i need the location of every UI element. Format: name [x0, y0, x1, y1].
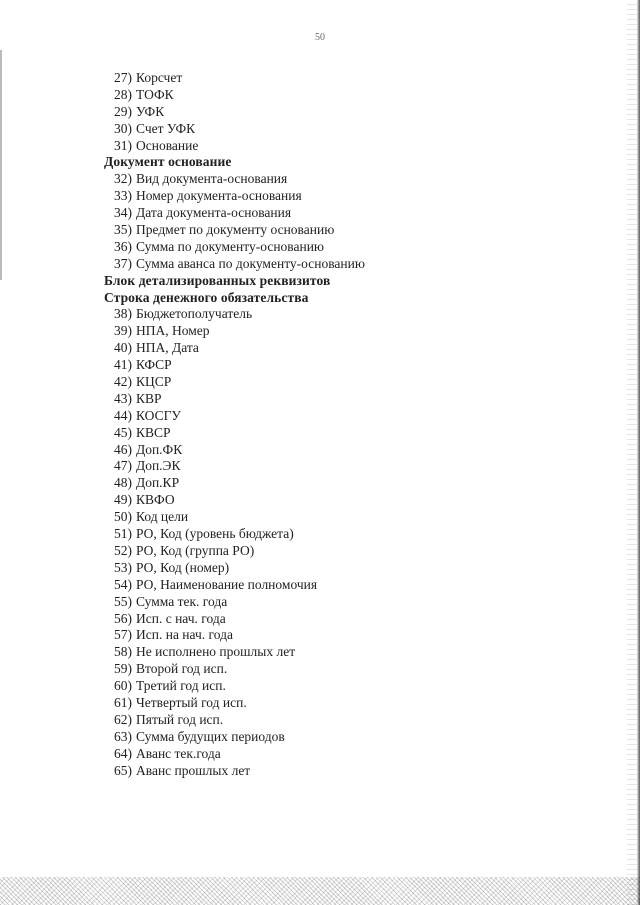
list-item-label: Код цели	[136, 509, 189, 525]
list-item	[104, 171, 604, 188]
list-item-label: КВСР	[136, 424, 171, 440]
list-item-label: РО, Код (группа РО)	[136, 542, 255, 558]
list-item	[104, 560, 604, 577]
list-item-label: Номер документа-основания	[136, 188, 302, 204]
list-item	[104, 577, 604, 594]
list-item	[104, 763, 604, 780]
list-item	[104, 492, 604, 509]
list-item	[104, 661, 604, 678]
list-item-number: 43)	[114, 390, 132, 406]
list-item	[104, 357, 604, 374]
list-item-label: Пятый год исп.	[136, 711, 224, 727]
list-item-number: 29)	[114, 103, 132, 119]
field-list	[104, 70, 604, 779]
list-item	[104, 323, 604, 340]
list-item-number: 41)	[114, 357, 132, 373]
list-item-number: 48)	[114, 475, 132, 491]
list-item-label: Доп.ЭК	[136, 458, 181, 474]
list-item-label: КЦСР	[136, 374, 172, 390]
list-item	[104, 442, 604, 459]
list-item-label: Четвертый год исп.	[136, 694, 247, 710]
list-item-label: КВФО	[136, 492, 175, 508]
list-item-label: Аванс тек.года	[136, 745, 221, 761]
list-item-number: 30)	[114, 120, 132, 136]
list-item	[104, 306, 604, 323]
list-item	[104, 611, 604, 628]
list-item	[104, 678, 604, 695]
list-item	[104, 526, 604, 543]
list-item	[104, 188, 604, 205]
list-item-number: 52)	[114, 542, 132, 558]
list-item-number: 54)	[114, 576, 132, 592]
list-item-number: 39)	[114, 323, 132, 339]
list-item-label: Исп. с нач. года	[136, 610, 226, 626]
list-item-number: 60)	[114, 678, 132, 694]
list-item	[104, 222, 604, 239]
list-item-label: ТОФК	[136, 86, 174, 102]
list-item-number: 53)	[114, 559, 132, 575]
list-item-label: Предмет по документу основанию	[136, 222, 335, 238]
list-item-label: Исп. на нач. года	[136, 627, 233, 643]
list-item-number: 51)	[114, 526, 132, 542]
list-item	[104, 391, 604, 408]
scan-noise-bottom	[0, 877, 640, 905]
list-item	[104, 627, 604, 644]
list-item-label: УФК	[136, 103, 165, 119]
list-item-number: 40)	[114, 340, 132, 356]
list-item-number: 58)	[114, 644, 132, 660]
list-item	[104, 87, 604, 104]
list-item	[104, 712, 604, 729]
list-item-label: КВР	[136, 390, 162, 406]
list-item-number: 38)	[114, 306, 132, 322]
section-heading: Документ основание	[104, 154, 232, 170]
list-item-label: Не исполнено прошлых лет	[136, 644, 296, 660]
list-item-label: Второй год исп.	[136, 661, 228, 677]
list-item	[104, 458, 604, 475]
list-item-label: Третий год исп.	[136, 678, 226, 694]
list-item-number: 28)	[114, 86, 132, 102]
list-item-label: Бюджетополучатель	[136, 306, 253, 322]
list-item	[104, 644, 604, 661]
list-item-label: Сумма тек. года	[136, 593, 228, 609]
list-item	[104, 205, 604, 222]
list-item-number: 55)	[114, 593, 132, 609]
list-item-label: Доп.КР	[136, 475, 180, 491]
list-item	[104, 70, 604, 87]
list-item-label: Сумма аванса по документу-основанию	[136, 255, 365, 271]
list-item	[104, 408, 604, 425]
scan-noise-right	[627, 0, 637, 905]
list-item	[104, 256, 604, 273]
list-item-number: 59)	[114, 661, 132, 677]
list-item	[104, 121, 604, 138]
list-item-label: РО, Код (уровень бюджета)	[136, 526, 294, 542]
list-item-label: КОСГУ	[136, 407, 181, 423]
list-item-label: КФСР	[136, 357, 172, 373]
list-item-label: Сумма будущих периодов	[136, 728, 285, 744]
list-item-number: 32)	[114, 171, 132, 187]
list-item	[104, 138, 604, 155]
list-item	[104, 543, 604, 560]
list-item-number: 65)	[114, 762, 132, 778]
list-item-number: 33)	[114, 188, 132, 204]
list-item	[104, 425, 604, 442]
list-item	[104, 594, 604, 611]
list-item	[104, 374, 604, 391]
scan-edge-left	[0, 50, 2, 280]
list-item-number: 27)	[114, 70, 132, 85]
list-item	[104, 746, 604, 763]
list-item-number: 34)	[114, 205, 132, 221]
list-item	[104, 340, 604, 357]
section-heading: Блок детализированных реквизитов	[104, 272, 331, 288]
list-item-label: Счет УФК	[136, 120, 196, 136]
list-item-label: РО, Код (номер)	[136, 559, 230, 575]
list-item-label: НПА, Номер	[136, 323, 210, 339]
list-item-number: 62)	[114, 711, 132, 727]
list-item-label: Доп.ФК	[136, 441, 183, 457]
list-item	[104, 104, 604, 121]
page-number: 50	[315, 32, 325, 43]
section-heading: Строка денежного обязательства	[104, 289, 309, 305]
list-item-number: 37)	[114, 255, 132, 271]
list-item-number: 46)	[114, 441, 132, 457]
list-item-number: 63)	[114, 728, 132, 744]
list-item	[104, 729, 604, 746]
list-item-label: РО, Наименование полномочия	[136, 576, 318, 592]
list-item	[104, 239, 604, 256]
list-item-label: Аванс прошлых лет	[136, 762, 251, 778]
list-item-number: 42)	[114, 374, 132, 390]
list-item-number: 49)	[114, 492, 132, 508]
list-item-label: НПА, Дата	[136, 340, 199, 356]
list-item	[104, 695, 604, 712]
list-item-number: 35)	[114, 222, 132, 238]
list-item-number: 45)	[114, 424, 132, 440]
list-item-label: Сумма по документу-основанию	[136, 238, 325, 254]
list-item-number: 56)	[114, 610, 132, 626]
list-item-label: Вид документа-основания	[136, 171, 288, 187]
list-item-label: Корсчет	[136, 70, 183, 85]
list-item-number: 31)	[114, 137, 132, 153]
list-item-number: 36)	[114, 238, 132, 254]
list-item-number: 61)	[114, 694, 132, 710]
list-item-label: Основание	[136, 137, 199, 153]
list-item	[104, 475, 604, 492]
list-item-number: 50)	[114, 509, 132, 525]
list-item-number: 44)	[114, 407, 132, 423]
list-item-number: 57)	[114, 627, 132, 643]
list-item	[104, 509, 604, 526]
list-item-number: 64)	[114, 745, 132, 761]
list-item-label: Дата документа-основания	[136, 205, 292, 221]
list-item-number: 47)	[114, 458, 132, 474]
